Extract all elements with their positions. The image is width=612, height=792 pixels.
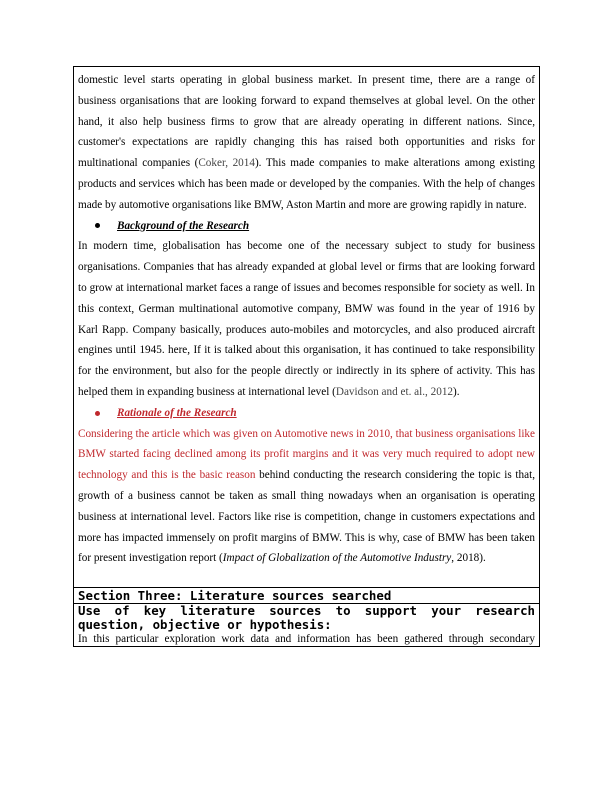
section-three-body: In this particular exploration work data and information has been gathered through secondary [78, 633, 535, 646]
rationale-paragraph [78, 424, 535, 570]
intro-paragraph [78, 70, 535, 216]
rationale-citation-title: Impact of Globalization of the Automotive Industry [222, 552, 452, 565]
background-text: In modern time, globalisation has become one of the necessary subject to study for business organisations. Companies that has already expanded at global level or firms that are looking forward to grow at international market faces a range of issues and becomes responsible for society as well. In this context, German multinational automotive company, BMW was found in the year of 1916 by Karl Rapp. Company basically, produces auto-mobiles and motorcycles, and also produced aircraft engines until 1945. here, If it is talked about this organisation, it has continued to take responsibility for the environment, but also for the people directly or indirectly in its sphere of activity. This has helped them in expanding business at international level ( [78, 240, 535, 398]
rationale-bullet [78, 403, 535, 424]
rationale-heading: Rationale of the Research [117, 406, 237, 419]
section-three-subheading: Use of key literature sources to support your research question, objective or hypothesis: [78, 603, 535, 633]
section-three-title: Section Three: Literature sources searched [78, 588, 392, 604]
main-text-cell [74, 67, 539, 587]
background-text-end: ). [453, 385, 460, 398]
background-paragraph [78, 236, 535, 402]
background-citation: Davidson and et. al., 2012 [335, 385, 454, 398]
bullet-icon [95, 223, 100, 228]
document-table [73, 66, 540, 647]
rationale-text: behind conducting the research considering the topic is that, growth of a business cannot be taken as small thing nowadays when an organisation is operating business at international level. Factors like rise is competition, change in customers expectations and more has impacted immensely on profit margins of BMW. This is why, case of BMW has been taken for present investigation report ( [78, 469, 536, 565]
background-heading: Background of the Research [117, 219, 250, 232]
section-three-title-cell [74, 587, 539, 603]
background-bullet [78, 216, 535, 237]
section-three-content-cell [74, 603, 539, 646]
rationale-citation-year: , 2018). [451, 552, 486, 565]
bullet-icon [95, 411, 100, 416]
intro-text-end: ). This made companies to make alterations among existing products and services which has been made or developed by the companies. With the help of changes made by automotive organisations like BMW, Aston Martin and more are growing rapidly in nature. [78, 157, 535, 211]
rationale-highlight-text: Considering the article which was given on Automotive news in 2010, that business organisations like BMW started facing declined among its profit margins and it was very much required to adopt new technology and this is the basic reason [78, 427, 535, 482]
intro-citation: Coker, 2014 [198, 157, 255, 170]
intro-text: domestic level starts operating in global business market. In present time, there are a range of business organisations that are looking forward to expand themselves at global level. On the other hand, it also help business firms to grow that are already operating in different nations. Since, customer's expectations are rapidly changing this has raised both opportunities and risks for multinational companies ( [78, 74, 535, 170]
